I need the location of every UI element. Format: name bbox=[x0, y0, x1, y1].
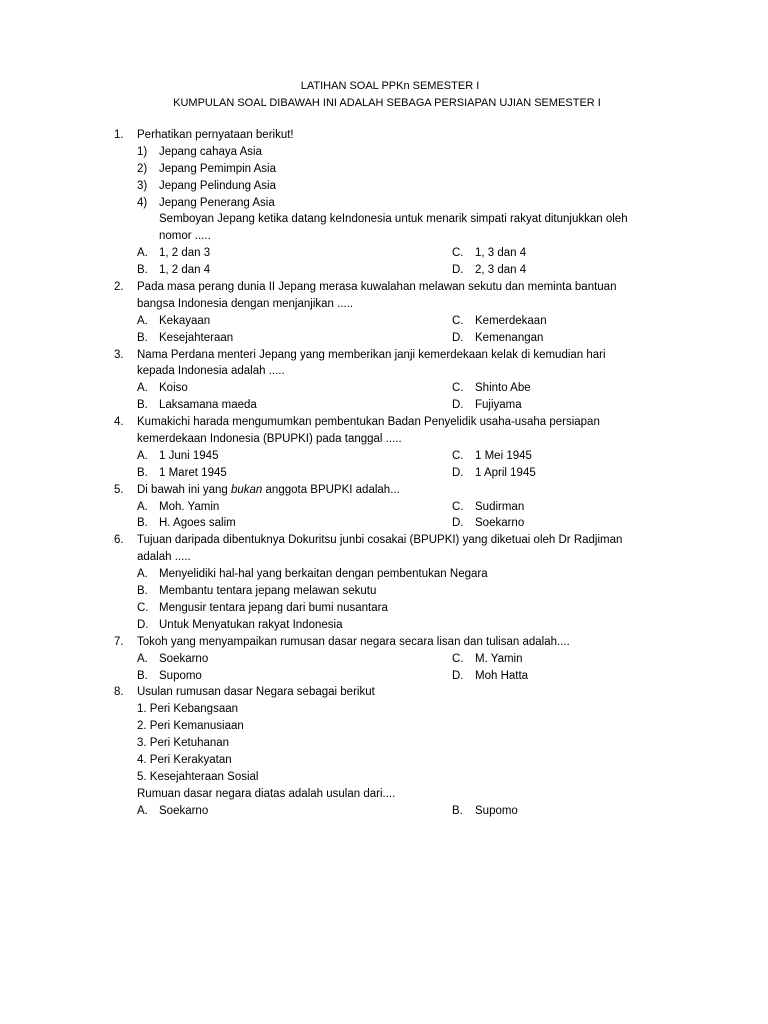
answer-row bbox=[0, 499, 768, 516]
statement-text: Jepang Pelindung Asia bbox=[159, 179, 277, 192]
question-text: Usulan rumusan dasar Negara sebagai berikut bbox=[137, 686, 375, 699]
question-text: Nama Perdana menteri Jepang yang memberikan janji kemerdekaan kelak di kemudian hari bbox=[137, 348, 606, 361]
option-d: Untuk Menyatukan rakyat Indonesia bbox=[159, 618, 343, 631]
statement-item bbox=[0, 144, 768, 161]
question-1 bbox=[0, 127, 768, 144]
list-item bbox=[0, 718, 768, 735]
option-a: 1, 2 dan 3 bbox=[159, 247, 211, 260]
answer-row bbox=[0, 583, 768, 600]
option-c: Mengusir tentara jepang dari bumi nusantara bbox=[159, 601, 388, 614]
option-c: 1 Mei 1945 bbox=[475, 449, 532, 462]
statement-number: 2) bbox=[137, 162, 148, 175]
option-a: Kekayaan bbox=[159, 314, 211, 327]
option-a-label: A. bbox=[137, 449, 148, 462]
list-item-text: 1. Peri Kebangsaan bbox=[137, 703, 239, 716]
document-subtitle: KUMPULAN SOAL DIBAWAH INI ADALAH SEBAGA PERSIAPAN UJIAN SEMESTER I bbox=[173, 97, 601, 109]
option-d-label: D. bbox=[452, 331, 464, 344]
answer-row bbox=[0, 566, 768, 583]
question-number: 7. bbox=[114, 635, 124, 648]
answer-row bbox=[0, 397, 768, 414]
answer-row bbox=[0, 380, 768, 397]
option-b: 1 Maret 1945 bbox=[159, 466, 227, 479]
option-b-label: B. bbox=[137, 399, 148, 412]
option-d-label: D. bbox=[452, 517, 464, 530]
question-stem-line: Rumuan dasar negara diatas adalah usulan dari.... bbox=[137, 787, 396, 800]
list-item-text: 4. Peri Kerakyatan bbox=[137, 753, 232, 766]
question-4 bbox=[0, 414, 768, 431]
option-a-label: A. bbox=[137, 500, 148, 513]
question-5 bbox=[0, 482, 768, 499]
option-c-label: C. bbox=[137, 601, 149, 614]
question-text: kemerdekaan Indonesia (BPUPKI) pada tanggal ..... bbox=[137, 433, 402, 446]
question-text-part: Di bawah ini yang bbox=[137, 483, 231, 496]
option-c-label: C. bbox=[452, 314, 464, 327]
option-c: M. Yamin bbox=[475, 652, 523, 665]
question-text: Perhatikan pernyataan berikut! bbox=[137, 129, 294, 141]
answer-row bbox=[0, 465, 768, 482]
question-number: 3. bbox=[114, 348, 124, 361]
answer-row bbox=[0, 262, 768, 279]
option-a-label: A. bbox=[137, 314, 148, 327]
statement-text: Jepang cahaya Asia bbox=[159, 145, 262, 158]
option-a: Soekarno bbox=[159, 652, 209, 665]
option-b: Supomo bbox=[475, 804, 518, 817]
option-b: H. Agoes salim bbox=[159, 517, 236, 530]
option-a: Menyelidiki hal-hal yang berkaitan dengan pembentukan Negara bbox=[159, 568, 488, 581]
option-c: Sudirman bbox=[475, 500, 525, 513]
option-a-label: A. bbox=[137, 652, 148, 665]
list-item bbox=[0, 701, 768, 718]
answer-row bbox=[0, 651, 768, 668]
list-item bbox=[0, 752, 768, 769]
question-text: kepada Indonesia adalah ..... bbox=[137, 365, 285, 378]
option-b-label: B. bbox=[452, 804, 463, 817]
question-text: adalah ..... bbox=[137, 551, 191, 564]
statement-item bbox=[0, 178, 768, 195]
option-d: Soekarno bbox=[475, 517, 525, 530]
option-a-label: A. bbox=[137, 804, 148, 817]
answer-row bbox=[0, 448, 768, 465]
option-d-label: D. bbox=[452, 466, 464, 479]
option-a-label: A. bbox=[137, 382, 148, 395]
statement-text: Jepang Pemimpin Asia bbox=[159, 162, 276, 175]
list-item bbox=[0, 769, 768, 786]
question-text: Tujuan daripada dibentuknya Dokuritsu junbi cosakai (BPUPKI) yang diketuai oleh Dr Radjiman bbox=[137, 534, 623, 547]
question-text: bangsa Indonesia dengan menjanjikan ..... bbox=[137, 297, 354, 310]
question-text-continued bbox=[0, 363, 768, 380]
question-3 bbox=[0, 347, 768, 364]
question-text-part: anggota BPUPKI adalah... bbox=[262, 483, 400, 496]
emphasized-word: bukan bbox=[230, 483, 263, 496]
option-a: Moh. Yamin bbox=[159, 500, 220, 513]
statement-item bbox=[0, 161, 768, 178]
list-item-text: 2. Peri Kemanusiaan bbox=[137, 720, 244, 733]
question-text bbox=[137, 482, 400, 499]
statement-text: Jepang Penerang Asia bbox=[159, 196, 275, 209]
option-a-label: A. bbox=[137, 568, 148, 581]
question-6 bbox=[0, 532, 768, 549]
answer-row bbox=[0, 617, 768, 634]
option-d: Fujiyama bbox=[475, 399, 522, 412]
option-b: 1, 2 dan 4 bbox=[159, 264, 211, 277]
answer-row bbox=[0, 515, 768, 532]
option-a: Soekarno bbox=[159, 804, 209, 817]
statement-number: 1) bbox=[137, 145, 148, 158]
question-number: 8. bbox=[114, 686, 124, 699]
answer-row bbox=[0, 245, 768, 262]
option-c-label: C. bbox=[452, 449, 464, 462]
option-b-label: B. bbox=[137, 517, 148, 530]
option-a: 1 Juni 1945 bbox=[159, 449, 219, 462]
option-a-label: A. bbox=[137, 247, 148, 260]
question-number: 6. bbox=[114, 534, 124, 547]
option-c: Shinto Abe bbox=[475, 382, 531, 395]
answer-row bbox=[0, 803, 768, 820]
option-d-label: D. bbox=[452, 264, 464, 277]
answer-row bbox=[0, 330, 768, 347]
option-c-label: C. bbox=[452, 500, 464, 513]
answer-row bbox=[0, 600, 768, 617]
option-d-label: D. bbox=[452, 399, 464, 412]
option-b: Laksamana maeda bbox=[159, 399, 257, 412]
question-8 bbox=[0, 684, 768, 701]
option-c-label: C. bbox=[452, 382, 464, 395]
question-text: Pada masa perang dunia II Jepang merasa kuwalahan melawan sekutu dan meminta bantuan bbox=[137, 281, 617, 294]
question-7 bbox=[0, 634, 768, 651]
option-b-label: B. bbox=[137, 466, 148, 479]
option-d: 2, 3 dan 4 bbox=[475, 264, 527, 277]
question-number: 5. bbox=[114, 483, 124, 496]
option-c-label: C. bbox=[452, 652, 464, 665]
option-a: Koiso bbox=[159, 382, 188, 395]
question-stem bbox=[0, 228, 768, 245]
option-c: Kemerdekaan bbox=[475, 314, 547, 327]
document-title: LATIHAN SOAL PPKn SEMESTER I bbox=[300, 80, 480, 92]
option-c-label: C. bbox=[452, 247, 464, 260]
question-stem bbox=[0, 211, 768, 228]
option-b: Membantu tentara jepang melawan sekutu bbox=[159, 585, 377, 598]
question-text-continued bbox=[0, 549, 768, 566]
option-d-label: D. bbox=[137, 618, 149, 631]
option-b-label: B. bbox=[137, 585, 148, 598]
option-b-label: B. bbox=[137, 669, 148, 682]
question-2 bbox=[0, 279, 768, 296]
option-d-label: D. bbox=[452, 669, 464, 682]
question-number: 2. bbox=[114, 281, 124, 294]
question-text-continued bbox=[0, 296, 768, 313]
option-d: 1 April 1945 bbox=[475, 466, 536, 479]
statement-number: 3) bbox=[137, 179, 148, 192]
option-b-label: B. bbox=[137, 264, 148, 277]
option-b: Supomo bbox=[159, 669, 202, 682]
question-stem bbox=[0, 786, 768, 803]
question-stem-line: nomor ..... bbox=[159, 230, 211, 243]
question-number: 1. bbox=[114, 129, 124, 141]
question-list bbox=[0, 127, 768, 820]
document-header bbox=[0, 78, 768, 112]
question-text-continued bbox=[0, 431, 768, 448]
list-item-text: 3. Peri Ketuhanan bbox=[137, 737, 230, 750]
answer-row bbox=[0, 313, 768, 330]
question-stem-line: Semboyan Jepang ketika datang keIndonesia untuk menarik simpati rakyat ditunjukkan oleh bbox=[159, 213, 628, 226]
question-text: Kumakichi harada mengumumkan pembentukan Badan Penyelidik usaha-usaha persiapan bbox=[137, 416, 600, 429]
list-item-text: 5. Kesejahteraan Sosial bbox=[137, 770, 259, 783]
option-d: Moh Hatta bbox=[475, 669, 529, 682]
option-c: 1, 3 dan 4 bbox=[475, 247, 527, 260]
list-item bbox=[0, 735, 768, 752]
option-b: Kesejahteraan bbox=[159, 331, 234, 344]
statement-number: 4) bbox=[137, 196, 148, 209]
option-b-label: B. bbox=[137, 331, 148, 344]
answer-row bbox=[0, 668, 768, 685]
question-text: Tokoh yang menyampaikan rumusan dasar negara secara lisan dan tulisan adalah.... bbox=[137, 635, 570, 648]
statement-item bbox=[0, 195, 768, 212]
question-number: 4. bbox=[114, 416, 124, 429]
option-d: Kemenangan bbox=[475, 331, 544, 344]
